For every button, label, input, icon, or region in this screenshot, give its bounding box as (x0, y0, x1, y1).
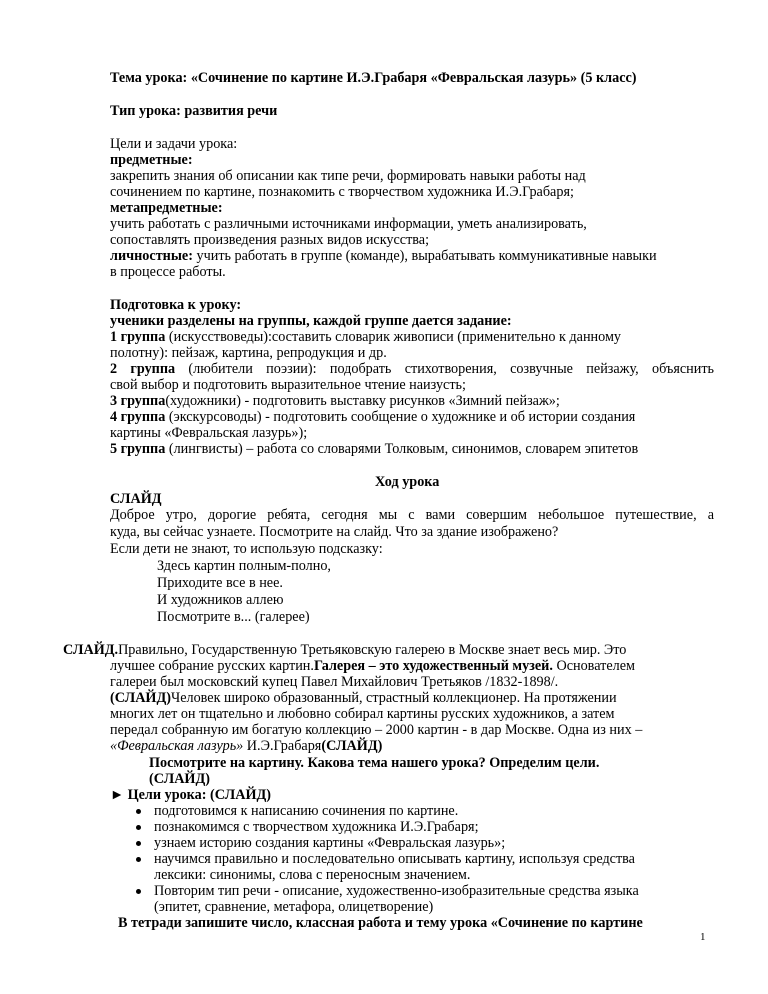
goal-item: познакомимся с творчеством художника И.Э.Грабаря; (154, 819, 479, 835)
poem-line: Посмотрите в... (галерее) (157, 609, 310, 625)
group-label: 4 группа (110, 409, 166, 425)
paragraph-line: (СЛАЙД)Человек широко образованный, страстный коллекционер. На протяжении (110, 690, 617, 706)
slide-marker: СЛАЙД (110, 491, 162, 507)
arrow-icon: ► (110, 787, 125, 803)
group-1: 1 группа (искусствоведы):составить словарик живописи (применительно к данному (110, 329, 622, 345)
paragraph-line: передал собранную им богатую коллекцию – 2000 картин - в дар Москве. Одна из них – (110, 722, 643, 738)
painting-title: «Февральская лазурь» (110, 738, 244, 754)
notebook-instruction: В тетради запишите число, классная работа и тему урока «Сочинение по картине (118, 915, 643, 931)
course-heading: Ход урока (375, 474, 440, 490)
slide-marker: (СЛАЙД) (321, 738, 383, 754)
group-5: 5 группа (лингвисты) – работа со словарями Толковым, синонимов, словарем эпитетов (110, 441, 639, 457)
goals-heading: Цели и задачи урока: (110, 136, 238, 152)
paragraph-line: лучшее собрание русских картин.Галерея – это художественный музей. Основателем (110, 658, 635, 674)
poem-line: Приходите все в нее. (157, 575, 283, 591)
page-number: 1 (700, 931, 706, 943)
subject-goals-label: предметные: (110, 152, 193, 168)
meta-goals-line: сопоставлять произведения разных видов искусства; (110, 232, 430, 248)
lesson-goals-heading: ► Цели урока: (СЛАЙД) (110, 787, 271, 803)
gallery-definition: Галерея – это художественный музей. (313, 658, 553, 674)
personal-goals-line: в процессе работы. (110, 264, 226, 280)
slide-marker: СЛАЙД. (63, 642, 119, 658)
goal-item: узнаем историю создания картины «Февральская лазурь»; (154, 835, 506, 851)
personal-goals-line: личностные: учить работать в группе (команде), вырабатывать коммуникативные навыки (110, 248, 657, 264)
group-label: 2 группа (110, 361, 176, 377)
goal-item: подготовимся к написанию сочинения по картине. (154, 803, 459, 819)
group-4: 4 группа (экскурсоводы) - подготовить сообщение о художнике и об истории создания (110, 409, 636, 425)
slide-marker: (СЛАЙД) (110, 690, 171, 706)
poem-line: Здесь картин полным-полно, (157, 558, 331, 574)
group-3: 3 группа(художники) - подготовить выставку рисунков «Зимний пейзаж»; (110, 393, 560, 409)
lesson-title: Тема урока: «Сочинение по картине И.Э.Грабаря «Февральская лазурь» (5 класс) (110, 70, 637, 86)
group-label: 5 группа (110, 441, 166, 457)
paragraph-line: Если дети не знают, то использую подсказку: (110, 541, 383, 557)
group-label: 1 группа (110, 329, 166, 345)
bullet-icon (136, 889, 141, 894)
group-1-cont: полотну): пейзаж, картина, репродукция и др. (110, 345, 387, 361)
lesson-type: Тип урока: развития речи (110, 103, 278, 119)
bullet-icon (136, 841, 141, 846)
goal-item: Повторим тип речи - описание, художественно-изобразительные средства языка (154, 883, 639, 899)
paragraph-line: «Февральская лазурь» И.Э.Грабаря(СЛАЙД) (110, 738, 383, 754)
personal-goals-label: личностные: (110, 248, 193, 264)
paragraph-line: СЛАЙД.Правильно, Государственную Третьяковскую галерею в Москве знает весь мир. Это (63, 642, 627, 658)
meta-goals-label: метапредметные: (110, 200, 223, 216)
prep-subheading: ученики разделены на группы, каждой группе дается задание: (110, 313, 512, 329)
goal-item-cont: (эпитет, сравнение, метафора, олицетворение) (154, 899, 434, 915)
prep-heading: Подготовка к уроку: (110, 297, 242, 313)
bullet-icon (136, 825, 141, 830)
paragraph-line: многих лет он тщательно и любовно собирал картины русских художников, а затем (110, 706, 615, 722)
group-4-cont: картины «Февральская лазурь»); (110, 425, 308, 441)
group-2: 2 группа (любители поэзии): подобрать стихотворения, созвучные пейзажу, объяснить (110, 361, 715, 377)
goal-item-cont: лексики: синонимы, слова с переносным значением. (154, 867, 471, 883)
paragraph-line: Доброе утро, дорогие ребята, сегодня мы с вами совершим небольшое путешествие, а (110, 507, 714, 523)
question-line: Посмотрите на картину. Какова тема нашего урока? Определим цели. (149, 755, 600, 771)
bullet-icon (136, 809, 141, 814)
subject-goals-line: закрепить знания об описании как типе речи, формировать навыки работы над (110, 168, 586, 184)
bullet-icon (136, 857, 141, 862)
poem-line: И художников аллею (157, 592, 284, 608)
group-2-cont: свой выбор и подготовить выразительное чтение наизусть; (110, 377, 466, 393)
group-label: 3 группа (110, 393, 166, 409)
meta-goals-line: учить работать с различными источниками информации, уметь анализировать, (110, 216, 587, 232)
slide-marker: (СЛАЙД) (149, 771, 210, 787)
goal-item: научимся правильно и последовательно описывать картину, используя средства (154, 851, 635, 867)
paragraph-line: галереи был московский купец Павел Михайлович Третьяков /1832-1898/. (110, 674, 559, 690)
subject-goals-line: сочинением по картине, познакомить с творчеством художника И.Э.Грабаря; (110, 184, 574, 200)
paragraph-line: куда, вы сейчас узнаете. Посмотрите на слайд. Что за здание изображено? (110, 524, 559, 540)
